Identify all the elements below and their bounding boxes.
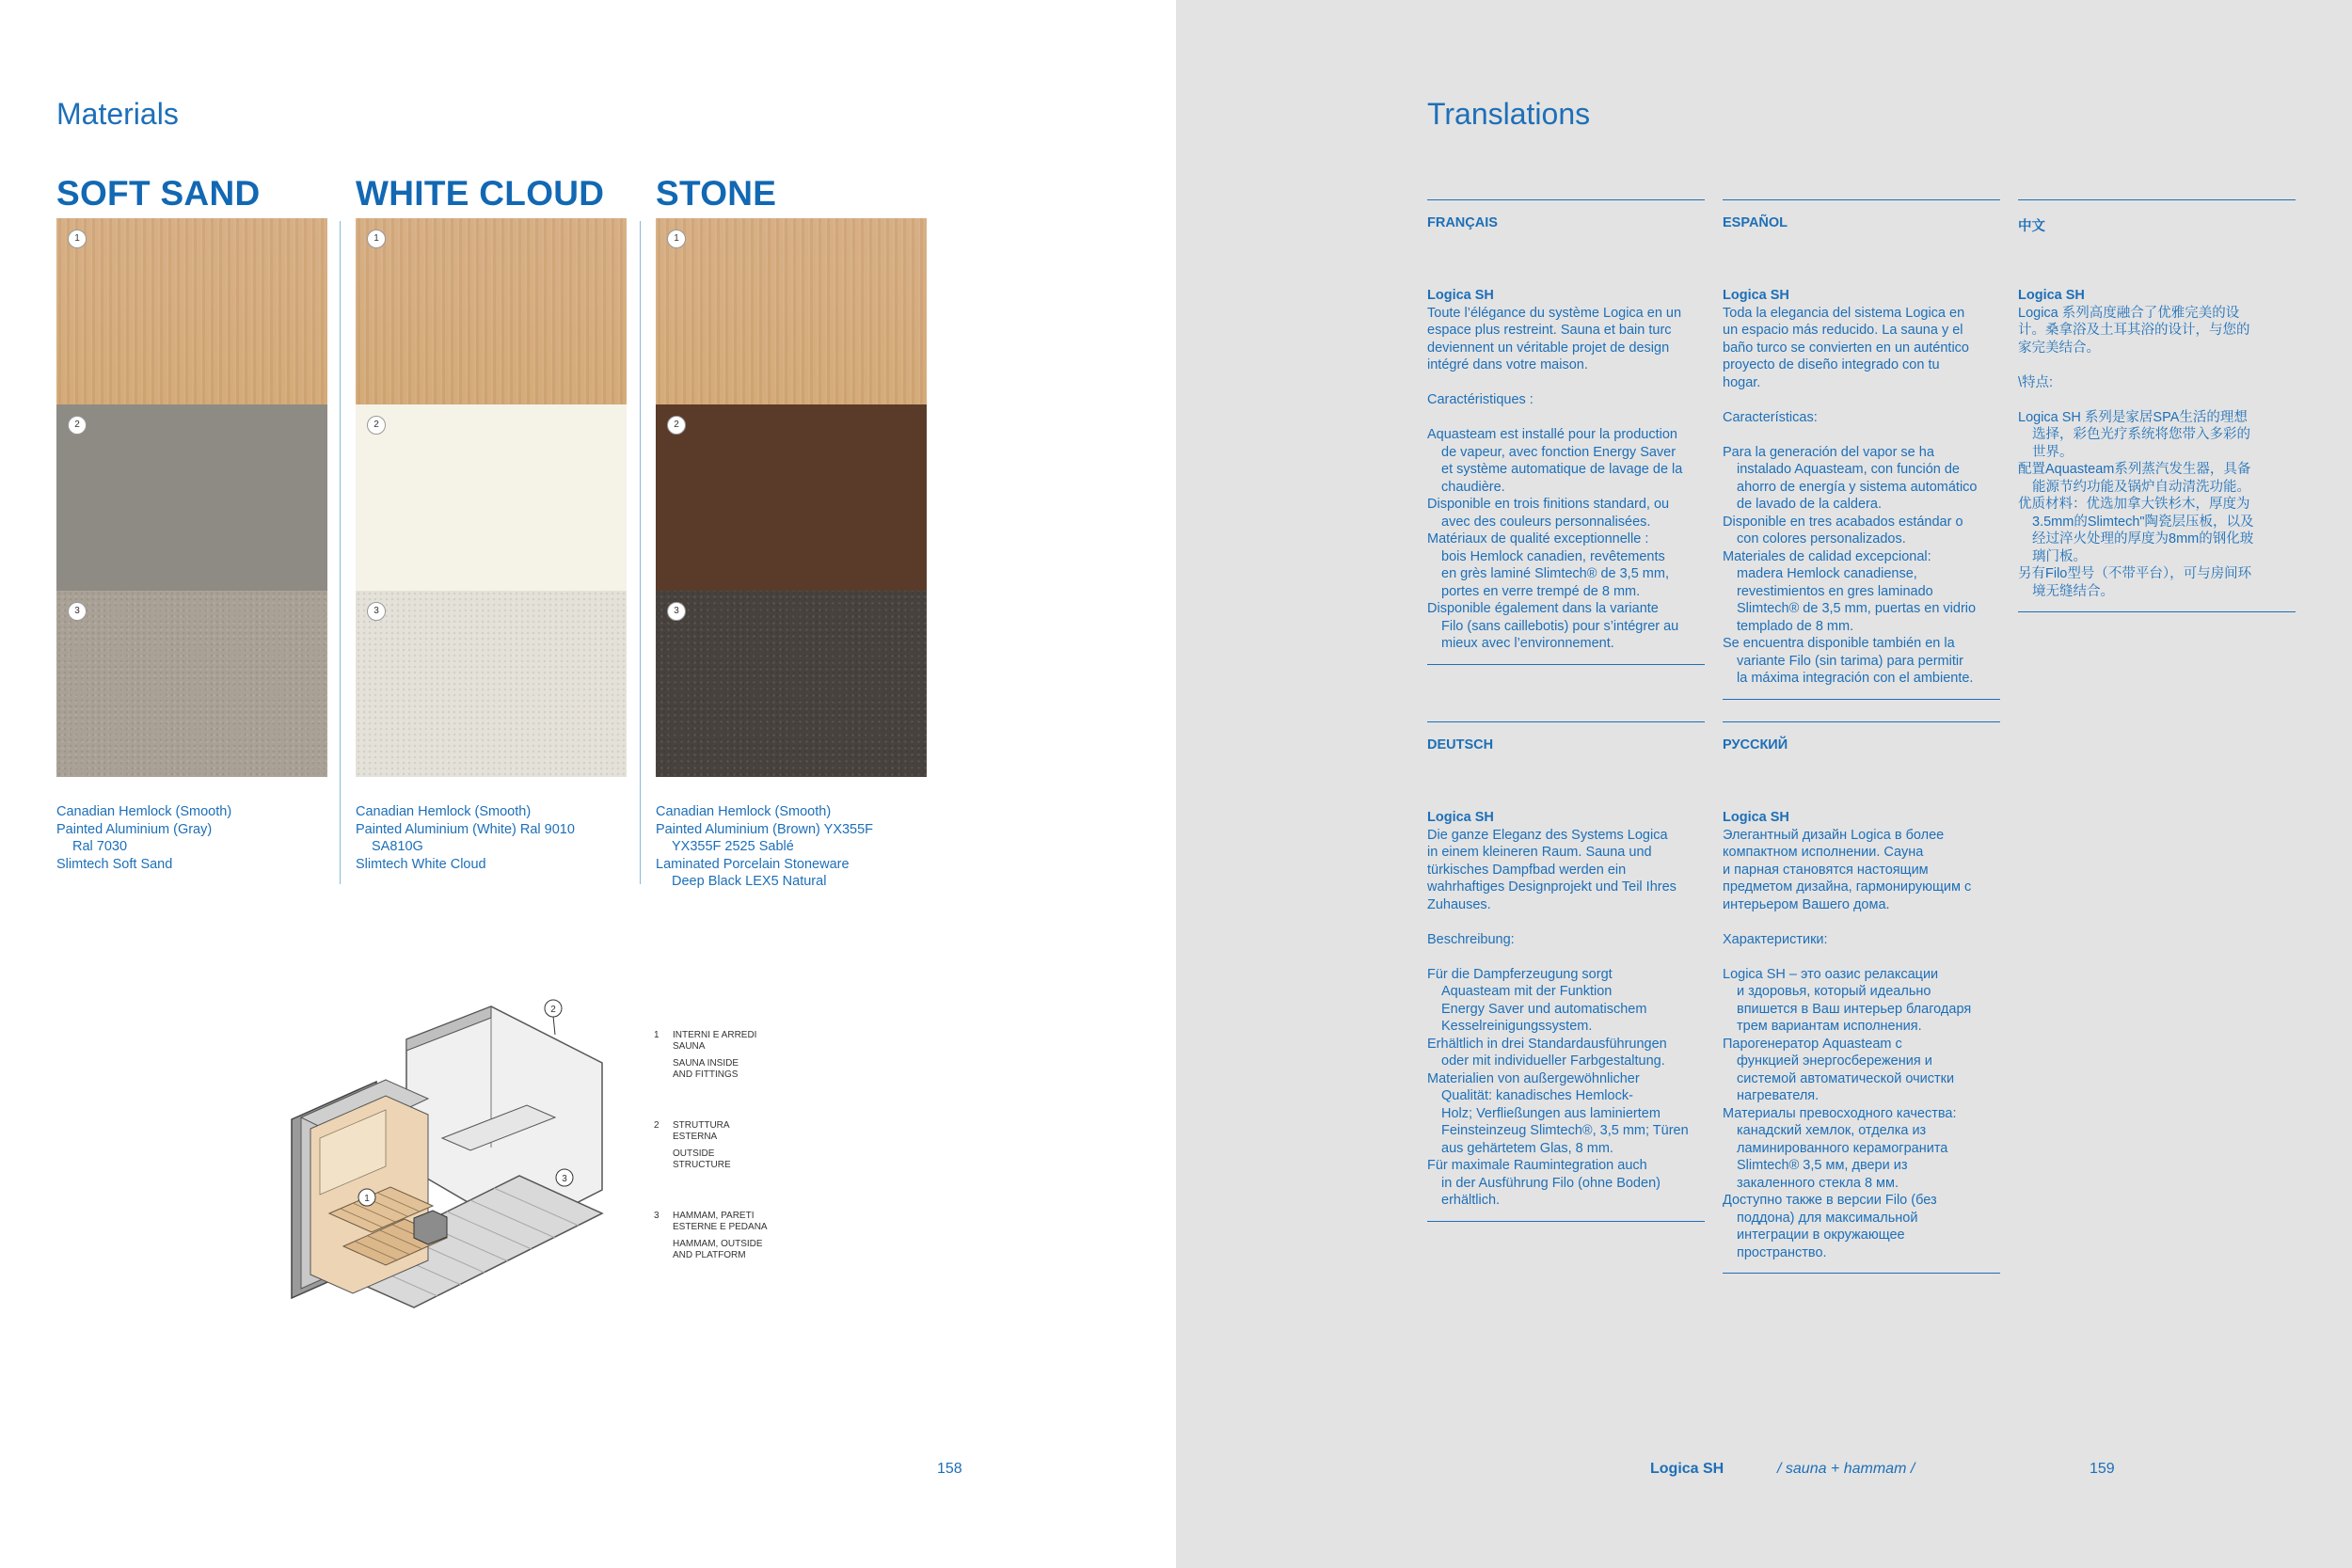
swatch-number-badge: 2	[367, 416, 386, 435]
legend-label-en-line: OUTSIDE	[673, 1148, 715, 1159]
translation-line: Материалы превосходного качества:	[1723, 1105, 1957, 1121]
spacer	[1427, 409, 1705, 427]
translation-line: Kesselreinigungssystem.	[1441, 1019, 1593, 1034]
legend-label-it: SAUNA	[673, 1041, 706, 1052]
translation-line: Beschreibung:	[1427, 931, 1515, 947]
translation-line: mieux avec l’environnement.	[1441, 636, 1614, 651]
legend-label-it: ESTERNE E PEDANA	[673, 1222, 768, 1232]
translation-line: madera Hemlock canadiense,	[1737, 566, 1917, 581]
translation-line: 计。桑拿浴及土耳其浴的设计，与您的	[2018, 323, 2250, 338]
language-heading: ESPAÑOL	[1723, 215, 1788, 230]
swatch-number-badge: 3	[667, 602, 686, 621]
translation-line: нагревателя.	[1737, 1088, 1820, 1103]
material-name: WHITE CLOUD	[356, 174, 605, 213]
translation-line: et système automatique de lavage de la	[1441, 462, 1683, 477]
translation-line: Доступно также в версии Filo (без	[1723, 1193, 1937, 1208]
translation-body	[1723, 287, 2000, 688]
translation-line: Para la generación del vapor se ha	[1723, 444, 1934, 460]
translation-column	[1723, 721, 2000, 1274]
translation-line: la máxima integración con el ambiente.	[1737, 671, 1974, 686]
material-description-line: Ral 7030	[72, 839, 128, 854]
translation-line: aus gehärtetem Glas, 8 mm.	[1441, 1140, 1613, 1156]
spacer	[1427, 913, 1705, 931]
swatch-number-badge: 1	[68, 230, 87, 248]
translation-line: Disponible en trois finitions standard, ou	[1427, 497, 1670, 512]
column-top-rule	[1723, 721, 2000, 722]
column-top-rule	[1723, 199, 2000, 200]
product-name: Logica SH	[1723, 288, 1789, 303]
translation-line: Holz; Verfließungen aus laminiertem	[1441, 1105, 1661, 1121]
translation-column	[2018, 199, 2296, 612]
translation-line: baño turco se convierten en un auténtico	[1723, 340, 1969, 356]
material-swatch	[356, 218, 627, 404]
material-description	[656, 803, 929, 891]
material-swatch	[56, 591, 327, 777]
legend-label-it: INTERNI E ARREDI	[673, 1030, 757, 1040]
spacer	[1723, 948, 2000, 966]
legend-label-en	[673, 1058, 842, 1081]
material-description	[356, 803, 628, 873]
legend-label-it: ESTERNA	[673, 1132, 718, 1142]
translation-line: in der Ausführung Filo (ohne Boden)	[1441, 1175, 1661, 1191]
translation-line: поддона) для максимальной	[1737, 1210, 1918, 1226]
translation-line: Materialien von außergewöhnlicher	[1427, 1070, 1640, 1086]
translation-line: avec des couleurs personnalisées.	[1441, 514, 1651, 530]
language-heading: DEUTSCH	[1427, 737, 1494, 752]
material-description	[56, 803, 329, 873]
product-name: Logica SH	[1723, 810, 1789, 825]
translation-line: Slimtech® 3,5 мм, двери из	[1737, 1158, 1908, 1173]
material-description-line: Canadian Hemlock (Smooth)	[356, 804, 532, 819]
translation-body	[1427, 809, 1705, 1210]
legend-item	[654, 1030, 842, 1081]
material-swatch	[656, 591, 927, 777]
material-description-line: Laminated Porcelain Stoneware	[656, 856, 850, 872]
column-bottom-rule	[1723, 1273, 2000, 1274]
translation-line: Aquasteam est installé pour la production	[1427, 427, 1677, 442]
swatch-number-badge: 1	[667, 230, 686, 248]
material-column	[56, 169, 329, 873]
translation-line: \特点:	[2018, 374, 2054, 390]
language-heading: FRANÇAIS	[1427, 215, 1498, 230]
material-swatch	[656, 404, 927, 591]
right-page	[1176, 0, 2352, 1568]
translation-line: variante Filo (sin tarima) para permitir	[1737, 653, 1963, 669]
translation-line: 家完美结合。	[2018, 340, 2100, 356]
material-description-line: Slimtech Soft Sand	[56, 856, 173, 872]
column-top-rule	[1427, 721, 1705, 722]
language-heading: РУССКИЙ	[1723, 737, 1788, 752]
translation-line: 经过淬火处理的厚度为8mm的钢化玻	[2032, 531, 2254, 546]
spacer	[1723, 913, 2000, 931]
translation-column	[1427, 199, 1705, 665]
translation-line: Se encuentra disponible también en la	[1723, 636, 1955, 651]
footer-category: / sauna + hammam /	[1777, 1461, 1915, 1477]
column-top-rule	[1427, 199, 1705, 200]
translation-line: ahorro de energía y sistema automático	[1737, 479, 1978, 495]
translation-line: wahrhaftiges Designprojekt und Teil Ihres	[1427, 879, 1677, 895]
translation-line: закаленного стекла 8 мм.	[1737, 1175, 1899, 1191]
translation-line: hogar.	[1723, 374, 1761, 390]
translation-line: Materiales de calidad excepcional:	[1723, 548, 1931, 564]
translation-line: Matériaux de qualité exceptionnelle :	[1427, 531, 1649, 546]
column-bottom-rule	[2018, 611, 2296, 612]
translation-line: 优质材料：优选加拿大铁杉木，厚度为	[2018, 497, 2250, 512]
legend-label-en	[673, 1148, 842, 1171]
translation-line: и здоровья, который идеально	[1737, 984, 1931, 999]
swatch-number-badge: 3	[68, 602, 87, 621]
column-top-rule	[2018, 199, 2296, 200]
material-swatch	[356, 591, 627, 777]
translation-line: templado de 8 mm.	[1737, 618, 1854, 634]
translation-line: oder mit individueller Farbgestaltung.	[1441, 1053, 1665, 1069]
translation-line: chaudière.	[1441, 479, 1505, 495]
material-description-line: Painted Aluminium (Brown) YX355F	[656, 821, 874, 837]
translation-line: Filo (sans caillebotis) pour s’intégrer au	[1441, 618, 1679, 634]
translation-line: türkisches Dampfbad werden ein	[1427, 862, 1627, 878]
translation-line: пространство.	[1737, 1244, 1827, 1260]
translation-line: Zuhauses.	[1427, 896, 1491, 912]
translation-line: en grès laminé Slimtech® de 3,5 mm,	[1441, 566, 1669, 581]
material-column	[356, 169, 628, 873]
callout-2: 2	[550, 1005, 556, 1015]
legend-label-it: HAMMAM, PARETI	[673, 1211, 755, 1221]
translation-body	[1427, 287, 1705, 653]
translation-line: 选择，彩色光疗系统将您带入多彩的	[2032, 427, 2250, 442]
material-description-line: SA810G	[372, 839, 423, 854]
translation-line: revestimientos en gres laminado	[1737, 583, 1933, 599]
spacer	[1723, 391, 2000, 409]
translation-body	[2018, 287, 2296, 600]
translation-line: instalado Aquasteam, con función de	[1737, 462, 1960, 477]
language-heading: 中文	[2018, 219, 2045, 234]
spacer	[2018, 356, 2296, 374]
translation-line: Disponible également dans la variante	[1427, 601, 1659, 616]
legend-item	[654, 1120, 842, 1171]
material-description-line: Painted Aluminium (Gray)	[56, 821, 213, 837]
material-description-line: Canadian Hemlock (Smooth)	[56, 804, 232, 819]
material-swatch	[56, 404, 327, 591]
material-description-line: Deep Black LEX5 Natural	[672, 874, 827, 889]
translation-line: 3.5mm的Slimtech"陶瓷层压板，以及	[2032, 514, 2254, 530]
translation-line: de lavado de la caldera.	[1737, 497, 1882, 512]
translation-line: Logica 系列高度融合了优雅完美的设	[2018, 305, 2240, 321]
translation-line: un espacio más reducido. La sauna y el	[1723, 323, 1963, 338]
translation-line: и парная становятся настоящим	[1723, 862, 1929, 878]
translation-line: Slimtech® de 3,5 mm, puertas en vidrio	[1737, 601, 1977, 616]
page-number-right: 159	[2090, 1461, 2115, 1477]
translation-line: de vapeur, avec fonction Energy Saver	[1441, 444, 1677, 460]
legend-label-en-line: AND FITTINGS	[673, 1069, 739, 1080]
translation-line: интеграции в окружающее	[1737, 1227, 1905, 1243]
product-name: Logica SH	[1427, 288, 1494, 303]
column-divider	[640, 221, 641, 884]
spacer	[1427, 948, 1705, 966]
translation-line: 另有Filo型号（不带平台），可与房间环	[2018, 566, 2252, 581]
material-column	[656, 169, 929, 891]
translation-line: proyecto de diseño integrado con tu	[1723, 357, 1940, 372]
translation-line: Элегантный дизайн Logica в более	[1723, 827, 1945, 843]
translation-line: espace plus restreint. Sauna et bain turc	[1427, 323, 1672, 338]
swatch-number-badge: 2	[68, 416, 87, 435]
translation-column	[1723, 199, 2000, 700]
legend-label-it: STRUTTURA	[673, 1120, 730, 1131]
translation-line: Logica SH 系列是家居SPA生活的理想	[2018, 409, 2248, 425]
page-number-left: 158	[937, 1461, 962, 1477]
translation-line: Erhältlich in drei Standardausführungen	[1427, 1036, 1667, 1052]
translation-column	[1427, 721, 1705, 1222]
product-name: Logica SH	[1427, 810, 1494, 825]
translation-line: portes en verre trempé de 8 mm.	[1441, 583, 1641, 599]
translation-line: Toute l’élégance du système Logica en un	[1427, 305, 1682, 321]
translation-line: Disponible en tres acabados estándar o	[1723, 514, 1963, 530]
legend-label-en-line: STRUCTURE	[673, 1160, 731, 1170]
translation-line: функцией энергосбережения и	[1737, 1053, 1932, 1069]
callout-1: 1	[364, 1194, 370, 1204]
swatch-number-badge: 1	[367, 230, 386, 248]
material-description-line: YX355F 2525 Sablé	[672, 839, 794, 854]
translation-line: intégré dans votre maison.	[1427, 357, 1588, 372]
material-swatch	[356, 404, 627, 591]
swatch-number-badge: 3	[367, 602, 386, 621]
footer-product: Logica SH	[1650, 1461, 1724, 1477]
translation-line: 配置Aquasteam系列蒸汽发生器，具备	[2018, 462, 2251, 477]
product-name: Logica SH	[2018, 288, 2085, 303]
translation-line: Парогенератор Aquasteam с	[1723, 1036, 1902, 1052]
translation-line: bois Hemlock canadien, revêtements	[1441, 548, 1665, 564]
spacer	[2018, 391, 2296, 409]
translation-line: in einem kleineren Raum. Sauna und	[1427, 845, 1652, 860]
material-description-line: Slimtech White Cloud	[356, 856, 486, 872]
spacer	[1723, 426, 2000, 444]
legend-label-en-line: HAMMAM, OUTSIDE	[673, 1239, 763, 1249]
column-bottom-rule	[1723, 699, 2000, 700]
column-bottom-rule	[1427, 1221, 1705, 1222]
translation-line: con colores personalizados.	[1737, 531, 1906, 546]
translation-line: 能源节约功能及锅炉自动清洗功能。	[2032, 479, 2250, 495]
translation-line: Energy Saver und automatischem	[1441, 1001, 1647, 1017]
callout-3: 3	[562, 1174, 567, 1184]
translation-line: Die ganze Eleganz des Systems Logica	[1427, 827, 1668, 843]
translation-line: erhältlich.	[1441, 1193, 1501, 1208]
translation-line: трем вариантам исполнения.	[1737, 1019, 1922, 1034]
legend-number: 2	[654, 1120, 660, 1131]
translation-line: Aquasteam mit der Funktion	[1441, 984, 1613, 999]
translation-line: интерьером Вашего дома.	[1723, 896, 1890, 912]
materials-title: Materials	[56, 97, 179, 131]
spacer	[1427, 374, 1705, 392]
translation-line: Für maximale Raumintegration auch	[1427, 1158, 1647, 1173]
translation-line: системой автоматической очистки	[1737, 1070, 1955, 1086]
legend-number: 1	[654, 1030, 660, 1040]
legend-item	[654, 1211, 842, 1261]
material-name: STONE	[656, 174, 777, 213]
legend-label-en-line: SAUNA INSIDE	[673, 1058, 739, 1069]
translation-line: Für die Dampferzeugung sorgt	[1427, 966, 1613, 982]
translation-line: 境无缝结合。	[2032, 583, 2114, 599]
legend-label-en-line: AND PLATFORM	[673, 1250, 746, 1260]
translations-title: Translations	[1427, 97, 1591, 131]
diagram-legend	[654, 1030, 842, 1301]
legend-number: 3	[654, 1211, 660, 1221]
material-swatch	[56, 218, 327, 404]
swatch-number-badge: 2	[667, 416, 686, 435]
column-bottom-rule	[1427, 664, 1705, 665]
translation-body	[1723, 809, 2000, 1261]
material-swatch	[656, 218, 927, 404]
material-description-line: Painted Aluminium (White) Ral 9010	[356, 821, 575, 837]
translation-line: Logica SH – это оазис релаксации	[1723, 966, 1939, 982]
translation-line: впишется в Ваш интерьер благодаря	[1737, 1001, 1972, 1017]
material-name: SOFT SAND	[56, 174, 261, 213]
translation-line: Feinsteinzeug Slimtech®, 3,5 mm; Türen	[1441, 1123, 1689, 1138]
translation-line: Qualität: kanadisches Hemlock-	[1441, 1088, 1633, 1103]
translation-line: компактном исполнении. Сауна	[1723, 845, 1924, 860]
translation-line: предметом дизайна, гармонирующим с	[1723, 879, 1972, 895]
translation-line: 世界。	[2032, 444, 2074, 460]
translation-line: ламинированного керамогранита	[1737, 1140, 1948, 1156]
sauna-isometric-diagram	[273, 978, 630, 1345]
translation-line: 璃门板。	[2032, 548, 2087, 564]
translation-line: Характеристики:	[1723, 931, 1828, 947]
translation-line: Caractéristiques :	[1427, 392, 1534, 407]
translation-line: Características:	[1723, 409, 1818, 425]
column-divider	[340, 221, 341, 884]
translation-line: deviennent un véritable projet de design	[1427, 340, 1670, 356]
material-description-line: Canadian Hemlock (Smooth)	[656, 804, 832, 819]
translation-line: канадский хемлок, отделка из	[1737, 1123, 1927, 1138]
translation-line: Toda la elegancia del sistema Logica en	[1723, 305, 1965, 321]
legend-label-en	[673, 1239, 842, 1261]
